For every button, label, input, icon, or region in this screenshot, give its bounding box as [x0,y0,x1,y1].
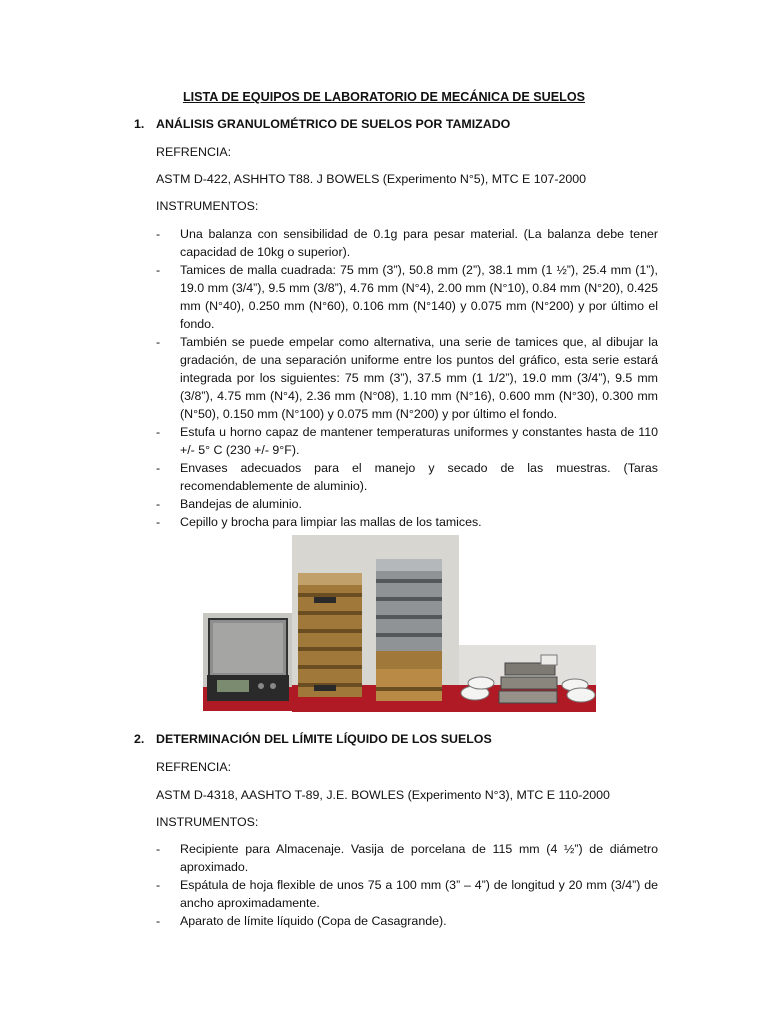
digital-balance-photo [203,613,292,711]
section-2-title: DETERMINACIÓN DEL LÍMITE LÍQUIDO DE LOS SUELOS [156,732,492,746]
sieve-stack-photo [292,535,459,712]
section-1-ref-text: ASTM D-422, ASHHTO T88. J BOWELS (Experimento N°5), MTC E 107-2000 [156,172,587,186]
list-item: - Bandejas de aluminio. [156,495,658,513]
section-1-instr-label: INSTRUMENTOS: [156,199,259,213]
left-sieve-stack [298,573,362,697]
list-item: - Estufa u horno capaz de mantener temperaturas uniformes y constantes hasta de 110 +/- 5° C (230 +/- 9°F). [156,423,658,459]
section-2-instrument-list [156,840,658,930]
section-2-number: 2. [134,732,145,746]
list-item: - Tamices de malla cuadrada: 75 mm (3”), 50.8 mm (2”), 38.1 mm (1 ½”), 25.4 mm (1”), 19.0 mm (3/4”), 9.5 mm (3/8”), 4.76 mm (N°4), 2.00 mm (N°10), 0.84 mm (N°20), 0.425 mm (N°40), 0.250 mm (N°60), 0.106 mm (N°140) y 0.075 mm (N°200) y por último el fondo. [156,261,658,333]
section-2-ref-label: REFRENCIA: [156,760,232,774]
section-1-instrument-list [156,225,658,531]
section-2-heading [134,730,492,748]
list-item: - Recipiente para Almacenaje. Vasija de porcelana de 115 mm (4 ½”) de diámetro aproximado. [156,840,658,876]
section-2-ref-text: ASTM D-4318, AASHTO T-89, J.E. BOWLES (Experimento N°3), MTC E 110-2000 [156,788,610,802]
right-sieve-stack [376,559,442,701]
section-1-ref-label: REFRENCIA: [156,145,232,159]
section-1-title: ANÁLISIS GRANULOMÉTRICO DE SUELOS POR TAMIZADO [156,117,511,131]
list-item: - También se puede empelar como alternativa, una serie de tamices que, al dibujar la gradación, de una separación uniforme entre los puntos del gráfico, esta serie estará integrada por los siguientes: 75 mm (3”), 37.5 mm (1 1/2”), 19.0 mm (3/4”), 9.5 mm (3/8”), 4.75 mm (N°4), 2.36 mm (N°08), 1.10 mm (N°16), 0.600 mm (N°30), 0.300 mm (N°50), 0.150 mm (N°100) y 0.075 mm (N°200) y por último el fondo. [156,333,658,423]
section-1-heading [134,115,510,133]
list-item: - Una balanza con sensibilidad de 0.1g para pesar material. (La balanza debe tener capacidad de 10kg o superior). [156,225,658,261]
list-item: - Envases adecuados para el manejo y secado de las muestras. (Taras recomendablemente de aluminio). [156,459,658,495]
section-2-instr-label: INSTRUMENTOS: [156,815,259,829]
document-title: LISTA DE EQUIPOS DE LABORATORIO DE MECÁNICA DE SUELOS [182,90,586,104]
aluminium-trays-photo [459,645,596,712]
list-item: - Espátula de hoja flexible de unos 75 a 100 mm (3” – 4”) de longitud y 20 mm (3/4”) de ancho aproximadamente. [156,876,658,912]
list-item: - Aparato de límite líquido (Copa de Casagrande). [156,912,658,930]
list-item: - Cepillo y brocha para limpiar las mallas de los tamices. [156,513,658,531]
section-1-number: 1. [134,117,145,131]
